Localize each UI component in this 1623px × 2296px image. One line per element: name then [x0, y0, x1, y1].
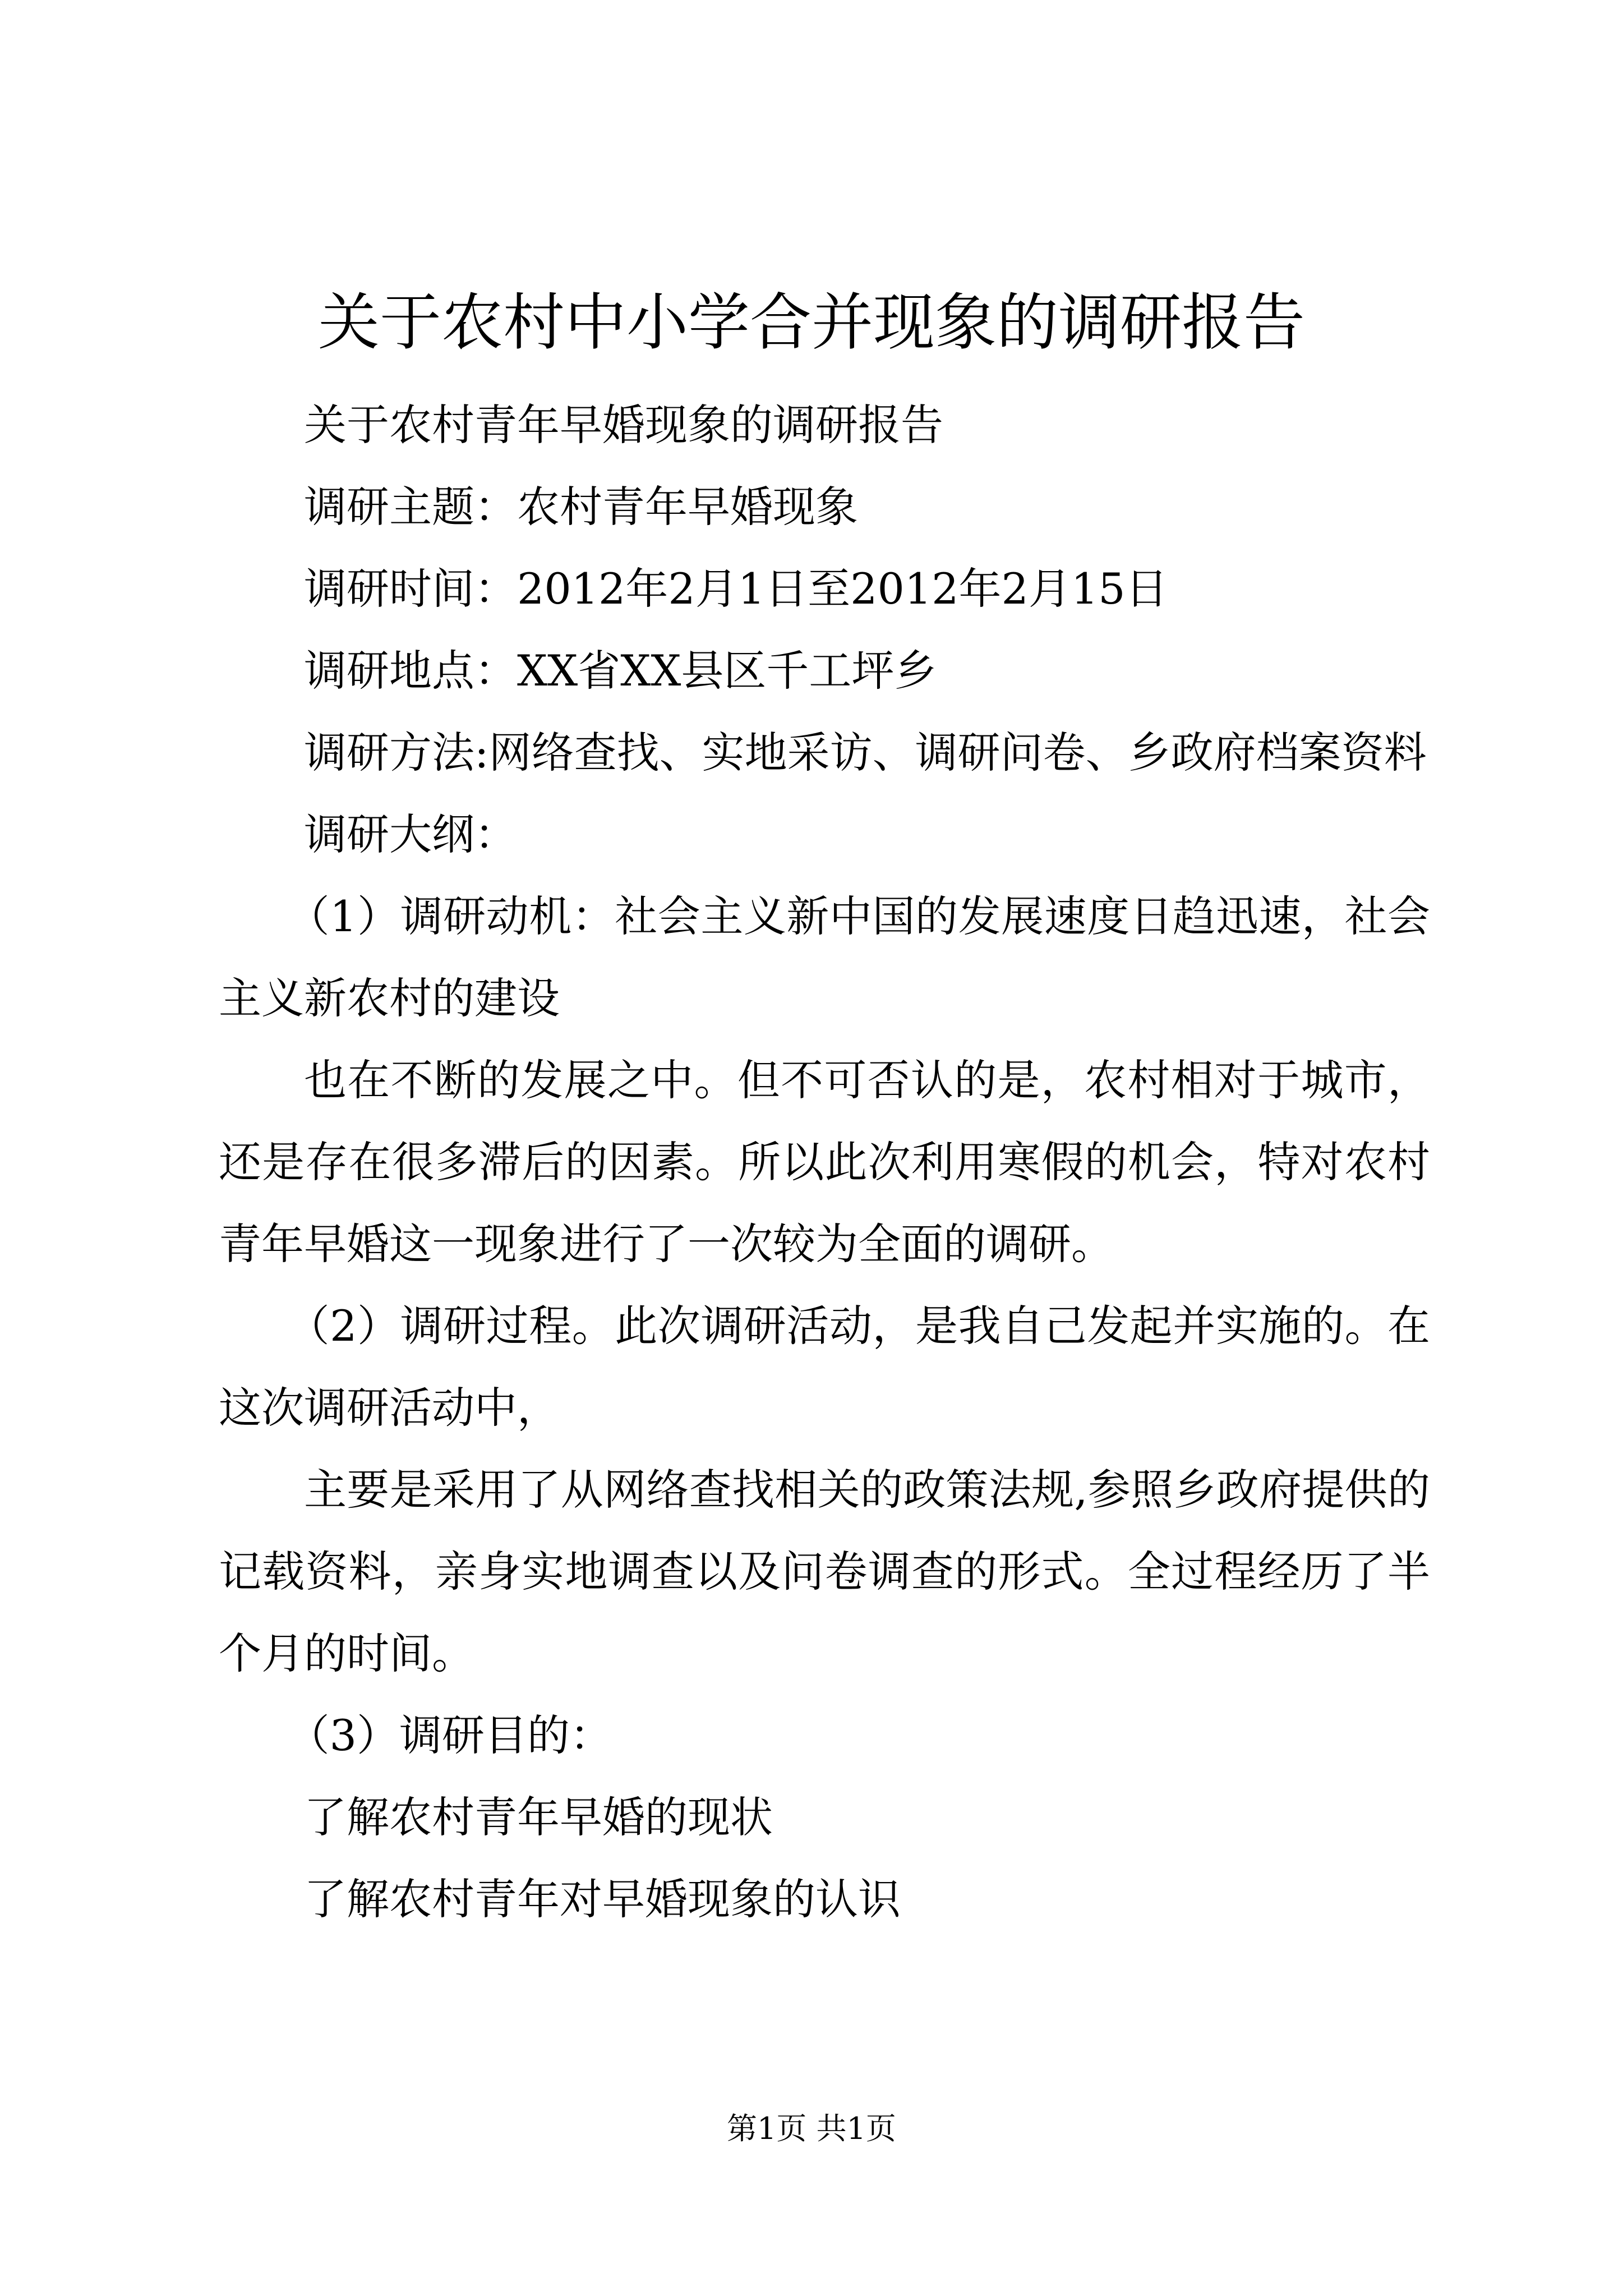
paragraph-report-subtitle: 关于农村青年早婚现象的调研报告: [304, 400, 943, 450]
document-body: [219, 384, 1430, 1940]
paragraph-research-outline: 调研大纲：: [304, 809, 517, 859]
paragraph-purpose: （3）调研目的：: [287, 1710, 612, 1760]
paragraph-process: （2）调研过程。此次调研活动，是我自己发起并实施的。在这次调研活动中，: [219, 1301, 1430, 1433]
document-title: 关于农村中小学合并现象的调研报告: [318, 287, 1305, 358]
paragraph-research-topic: 调研主题：农村青年早婚现象: [304, 482, 858, 532]
paragraph-motivation: （1）调研动机：社会主义新中国的发展速度日趋迅速，社会主义新农村的建设: [219, 891, 1430, 1023]
page-footer: 第1页 共1页: [727, 2111, 896, 2146]
paragraph-purpose-item-1: 了解农村青年早婚的现状: [304, 1792, 773, 1842]
paragraph-purpose-item-2: 了解农村青年对早婚现象的认识: [304, 1874, 901, 1924]
paragraph-process-continued: 主要是采用了从网络查找相关的政策法规,参照乡政府提供的记载资料，亲身实地调查以及问卷调查的形式。全过程经历了半个月的时间。: [219, 1465, 1430, 1678]
paragraph-motivation-continued: 也在不断的发展之中。但不可否认的是，农村相对于城市，还是存在很多滞后的因素。所以此次利用寒假的机会，特对农村青年早婚这一现象进行了一次较为全面的调研。: [219, 1055, 1430, 1269]
paragraph-research-time: 调研时间：2012年2月1日至2012年2月15日: [304, 564, 1168, 614]
paragraph-research-location: 调研地点：XX省XX县区千工坪乡: [304, 646, 937, 696]
paragraph-research-method: 调研方法:网络查找、实地采访、调研问卷、乡政府档案资料: [304, 728, 1427, 777]
